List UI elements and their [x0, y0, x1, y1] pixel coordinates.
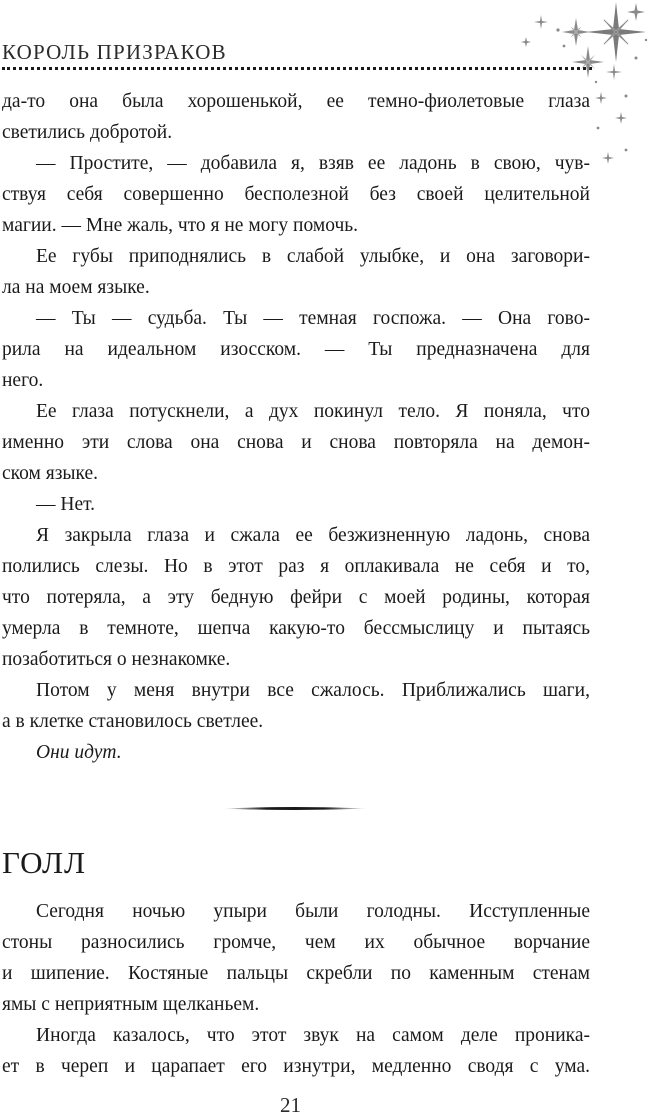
text-line: — Простите, — добавила я, взяв ее ладонь в свою, чув-: [36, 153, 590, 174]
text-line: — Нет.: [36, 494, 96, 515]
text-line: именно эти слова она снова и снова повторяла на демон-: [2, 432, 590, 453]
text-line: рила на идеальном изосском. — Ты предназначена для: [2, 339, 590, 360]
text-line: Ее губы приподнялись в слабой улыбке, и она заговори-: [36, 246, 590, 267]
text-line: Потом у меня внутри все сжалось. Приближались шаги,: [36, 680, 590, 701]
text-line: светились добротой.: [2, 122, 173, 143]
text-line: ет в череп и царапает его изнутри, медленно сводя с ума.: [2, 1056, 590, 1077]
text-line: Сегодня ночью упыри были голодны. Исступленные: [36, 901, 590, 922]
text-line: ла на моем языке.: [2, 277, 150, 298]
text-line: Ее глаза потускнели, а дух покинул тело. Я поняла, что: [36, 401, 590, 422]
chapter-title: ГОЛЛ: [2, 845, 87, 880]
page-number: 21: [280, 1093, 301, 1117]
text-line: ствуя себя совершенно бесполезной без своей целительной: [2, 184, 590, 205]
text-line: Я закрыла глаза и сжала ее безжизненную ладонь, снова: [36, 525, 590, 546]
text-line: а в клетке становилось светлее.: [2, 711, 264, 732]
text-line: него.: [2, 370, 44, 391]
text-line: ском языке.: [2, 463, 99, 484]
text-line: да-то она была хорошенькой, ее темно-фиолетовые глаза: [2, 91, 590, 112]
text-line: умерла в темноте, шепча какую-то бессмыслицу и пытаясь: [2, 618, 590, 639]
text-line-italic: Они идут.: [36, 742, 122, 763]
section-divider: [222, 806, 368, 811]
body-text-section-2: [2, 896, 590, 1082]
running-header: КОРОЛЬ ПРИЗРАКОВ: [2, 40, 227, 64]
text-line: полились слезы. Но в этот раз я оплакивала не себя и то,: [2, 556, 590, 577]
text-line: ямы с неприятным щелканьем.: [2, 994, 260, 1015]
text-line: стоны разносились громче, чем их обычное ворчание: [2, 932, 590, 953]
text-line: магии. — Мне жаль, что я не могу помочь.: [2, 215, 359, 236]
text-line: позаботиться о незнакомке.: [2, 649, 231, 670]
text-line: — Ты — судьба. Ты — темная госпожа. — Она гово-: [36, 308, 590, 329]
text-line: Иногда казалось, что этот звук на самом деле проника-: [36, 1025, 590, 1046]
body-text-section-1: [2, 86, 590, 768]
text-line: что потеряла, а эту бедную фейри с моей родины, которая: [2, 587, 590, 608]
text-line: и шипение. Костяные пальцы скребли по каменным стенам: [2, 963, 590, 984]
